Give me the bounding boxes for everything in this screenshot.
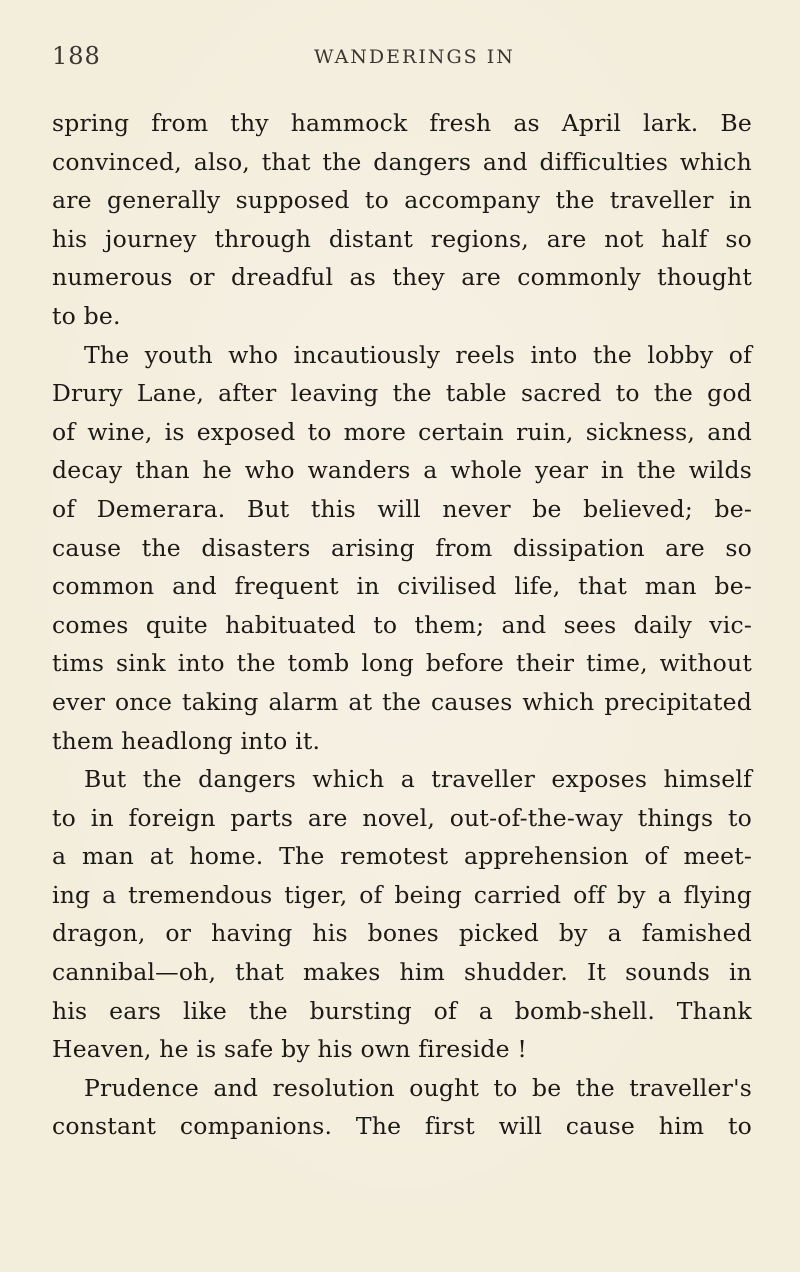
text-line: cannibal—oh, that makes him shudder. It sounds in: [52, 958, 752, 987]
text-line: tims sink into the tomb long before their time, without: [52, 649, 752, 678]
text-line: his ears like the bursting of a bomb-shell. Thank: [52, 996, 752, 1025]
text-line: numerous or dreadful as they are commonly thought: [52, 263, 752, 292]
paragraph-start: Prudence and resolution ought to be the traveller's: [84, 1073, 752, 1102]
text-line: decay than he who wanders a whole year in the wilds: [52, 456, 752, 485]
text-line: Heaven, he is safe by his own fireside !: [52, 1035, 528, 1064]
text-line: ing a tremendous tiger, of being carried off by a flying: [52, 880, 752, 909]
text-line: them headlong into it.: [52, 726, 321, 755]
page-number: 188: [52, 42, 101, 70]
paragraph-start: But the dangers which a traveller exposes himself: [84, 765, 752, 794]
text-line: a man at home. The remotest apprehension of meet-: [52, 842, 752, 871]
text-line: ever once taking alarm at the causes which precipitated: [52, 687, 752, 716]
text-line: spring from thy hammock fresh as April lark. Be: [52, 109, 752, 137]
text-line: dragon, or having his bones picked by a famished: [52, 919, 752, 948]
body-text: [52, 104, 752, 1146]
text-line: to in foreign parts are novel, out-of-the-way things to: [52, 803, 752, 832]
text-line: constant companions. The first will cause him to: [52, 1112, 752, 1141]
text-line: common and frequent in civilised life, that man be-: [52, 572, 752, 601]
page-header: [52, 42, 748, 76]
text-line: cause the disasters arising from dissipation are so: [52, 533, 752, 562]
text-line: Drury Lane, after leaving the table sacred to the god: [52, 379, 752, 408]
text-line: to be.: [52, 301, 121, 330]
text-line: of wine, is exposed to more certain ruin, sickness, and: [52, 417, 752, 446]
text-line: comes quite habituated to them; and sees daily vic-: [52, 610, 752, 639]
paragraph-start: The youth who incautiously reels into the lobby of: [84, 340, 752, 369]
text-line: his journey through distant regions, are not half so: [52, 224, 752, 253]
text-line: of Demerara. But this will never be believed; be-: [52, 494, 752, 523]
text-line: convinced, also, that the dangers and difficulties which: [52, 147, 752, 176]
running-head: WANDERINGS IN: [314, 46, 515, 68]
text-line: are generally supposed to accompany the traveller in: [52, 186, 752, 215]
